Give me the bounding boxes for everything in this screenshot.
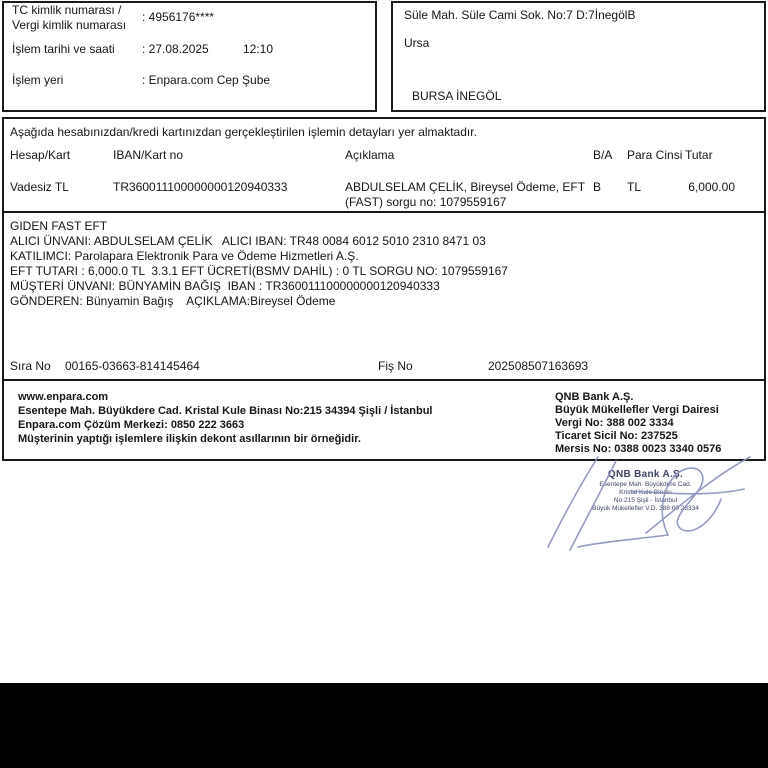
footer-tax-office: Büyük Mükellefler Vergi Dairesi [555,404,719,416]
detail-line-amount-fee: EFT TUTARI : 6,000.0 TL 3.3.1 EFT ÜCRETİ(BSMV DAHİL) : 0 TL SORGU NO: 1079559167 [10,264,508,278]
detail-line-recipient: ALICI ÜNVANI: ABDULSELAM ÇELİK ALICI IBAN: TR48 0084 6012 5010 2310 8471 03 [10,234,486,248]
transaction-intro-text: Aşağıda hesabınızdan/kredi kartınızdan gerçekleştirilen işlemin detayları yer almaktadır. [10,125,477,139]
tc-vergi-label-line2: Vergi kimlik numarası [12,18,127,32]
stamp-tax-line: Büyük Mükellefler V.D. 388 00 23334 [592,505,699,512]
column-header-iban: IBAN/Kart no [113,148,184,162]
row-ba: B [593,180,602,194]
column-header-amount: Tutar [685,148,713,162]
tc-vergi-label-line1: TC kimlik numarası / [12,3,122,17]
row-iban: TR360011100000000120940333 [113,180,288,194]
footer-bank-name: QNB Bank A.Ş. [555,391,634,403]
transaction-place-label: İşlem yeri [12,73,64,87]
row-description-line2: (FAST) sorgu no: 1079559167 [345,195,507,209]
fis-no-label: Fiş No [378,359,413,373]
transaction-time-value: 12:10 [243,42,274,56]
sira-no-label: Sıra No [10,359,51,373]
transaction-place-value: : Enpara.com Cep Şube [142,73,271,87]
row-amount: 6,000.00 [688,180,735,194]
stamp-address-line3: No:215 Şişli - İstanbul [613,497,678,504]
row-account-type: Vadesiz TL [10,180,69,194]
branch-address-line2: Ursa [404,36,430,50]
detail-line-participant: KATILIMCI: Parolapara Elektronik Para ve Ödeme Hizmetleri A.Ş. [10,249,359,263]
column-header-description: Açıklama [345,148,395,162]
tc-vergi-value: : 4956176**** [142,10,215,24]
stamp-address-line2: Kristal Kule Binası [619,489,672,496]
signature-scrawl [518,447,768,552]
column-header-account: Hesap/Kart [10,148,71,162]
column-header-ba: B/A [593,148,613,162]
row-currency: TL [627,180,642,194]
transaction-date-value: : 27.08.2025 [142,42,209,56]
footer-disclaimer: Müşterinin yaptığı işlemlere ilişkin dekont asıllarının bir örneğidir. [18,433,361,445]
detail-line-sender: GÖNDEREN: Bünyamin Bağış AÇIKLAMA:Bireysel Ödeme [10,294,336,308]
bottom-black-bar [0,683,768,768]
stamp-address-line1: Esentepe Mah. Büyükdere Cad. [599,481,692,488]
footer-address: Esentepe Mah. Büyükdere Cad. Kristal Kule Binası No:215 34394 Şişli / İstanbul [18,405,433,417]
footer-trade-registry-no: Ticaret Sicil No: 237525 [555,430,678,442]
footer-website: www.enpara.com [18,391,109,403]
transaction-date-label: İşlem tarihi ve saati [12,42,115,56]
footer-mersis-no: Mersis No: 0388 0023 3340 0576 [555,443,722,455]
branch-address-line1: Süle Mah. Süle Cami Sok. No:7 D:7İnegölB [404,8,636,22]
column-header-currency: Para Cinsi [627,148,683,162]
sira-no-value: 00165-03663-814145464 [65,359,200,373]
footer-callcenter: Enpara.com Çözüm Merkezi: 0850 222 3663 [18,419,245,431]
fis-no-value: 202508507163693 [488,359,589,373]
row-description-line1: ABDULSELAM ÇELİK, Bireysel Ödeme, EFT [345,180,586,194]
footer-tax-no: Vergi No: 388 002 3334 [555,417,674,429]
stamp-bank-name: QNB Bank A.Ş. [607,469,684,480]
detail-line-title: GIDEN FAST EFT [10,219,108,233]
branch-city: BURSA İNEGÖL [412,89,502,103]
detail-line-customer: MÜŞTERİ ÜNVANI: BÜNYAMİN BAĞIŞ IBAN : TR360011100000000120940333 [10,279,440,293]
